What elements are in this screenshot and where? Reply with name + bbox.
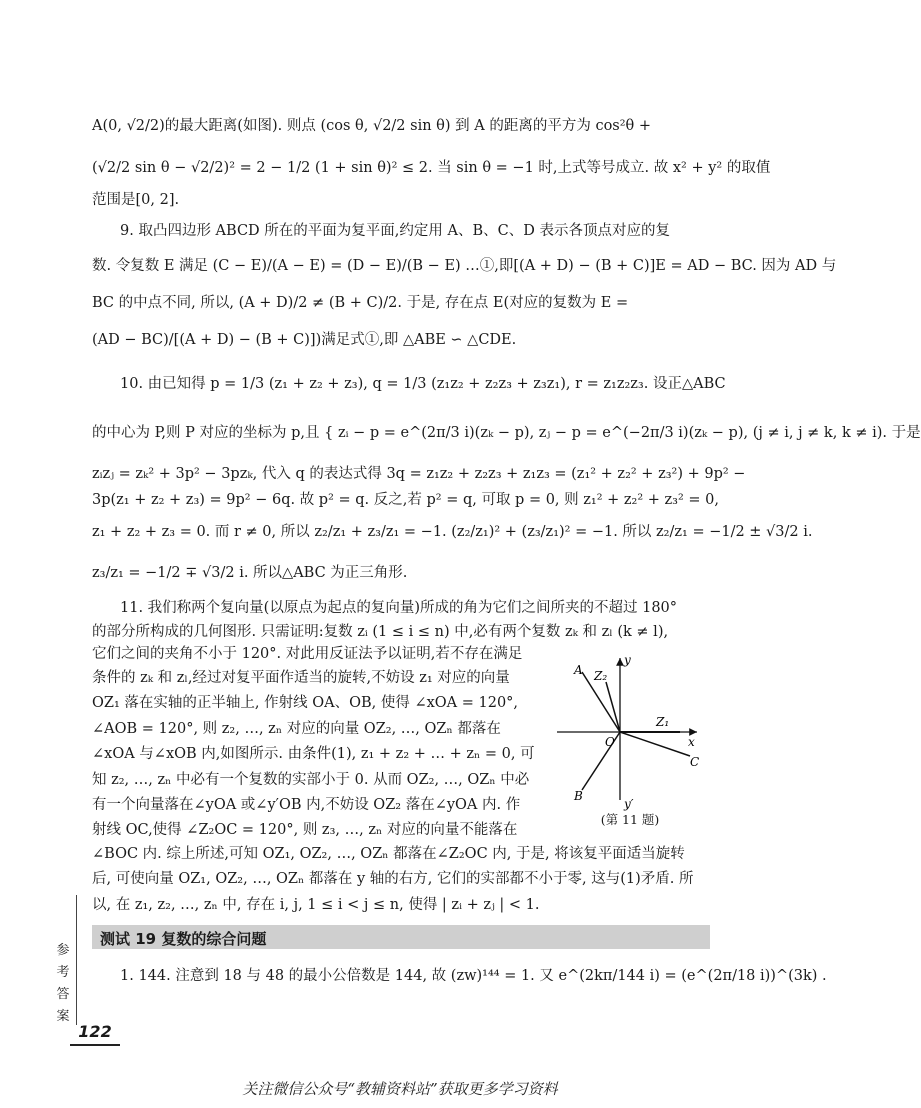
page-number: 122 [70,1020,120,1046]
text-line: 以, 在 z₁, z₂, …, zₙ 中, 存在 i, j, 1 ≤ i < j ≤ n, 使得 | zᵢ + zⱼ | < 1. [92,897,540,913]
text-line: 的中心为 P,则 P 对应的坐标为 p,且 { zᵢ − p = e^(2π/3 i)(zₖ − p), zⱼ − p = e^(−2π/3 i)(zₖ − p), (j ≠ i, j ≠ k, k ≠ i). 于是 [92,425,921,441]
text-line: OZ₁ 落在实轴的正半轴上, 作射线 OA、OB, 使得 ∠xOA = 120°, [92,695,519,711]
label-o: O [605,735,615,749]
section-title: 测试 19 复数的综合问题 [100,930,267,948]
section-header [92,925,710,949]
text-line: 范围是[0, 2]. [92,192,180,208]
text-line: 3p(z₁ + z₂ + z₃) = 9p² − 6q. 故 p² = q. 反之,若 p² = q, 可取 p = 0, 则 z₁² + z₂² + z₃² = 0, [92,492,719,508]
vector-oz2 [606,682,620,732]
label-y: y [624,653,631,667]
text-line: 后, 可使向量 OZ₁, OZ₂, …, OZₙ 都落在 y 轴的右方, 它们的实部都不小于零, 这与(1)矛盾. 所 [92,871,694,887]
text-line: 它们之间的夹角不小于 120°. 对此用反证法予以证明,若不存在满足 [92,646,523,662]
problem-9-line: 9. 取凸四边形 ABCD 所在的平面为复平面,约定用 A、B、C、D 表示各顶点对应的复 [120,223,670,239]
text-line: (AD − BC)/[(A + D) − (B + C)])满足式①,即 △ABE ∽ △CDE. [92,332,517,348]
text-line: 知 z₂, …, zₙ 中必有一个复数的实部小于 0. 从而 OZ₂, …, OZₙ 中必 [92,772,530,788]
text-line: A(0, √2/2)的最大距离(如图). 则点 (cos θ, √2/2 sin θ) 到 A 的距离的平方为 cos²θ + [92,118,652,134]
label-a: A [574,663,583,677]
sidebar-label: 参考答案 [56,943,70,1024]
text-line: ∠AOB = 120°, 则 z₂, …, zₙ 对应的向量 OZ₂, …, OZₙ 都落在 [92,721,501,737]
problem-10-line: 10. 由已知得 p = 1/3 (z₁ + z₂ + z₃), q = 1/3 (z₁z₂ + z₂z₃ + z₃z₁), r = z₁z₂z₃. 设正△ABC [120,376,726,392]
label-z1: Z₁ [656,715,670,729]
text-line: (√2/2 sin θ − √2/2)² = 2 − 1/2 (1 + sin θ)² ≤ 2. 当 sin θ = −1 时,上式等号成立. 故 x² + y² 的取值 [92,160,771,176]
text-line: 有一个向量落在∠yOA 或∠y′OB 内,不妨设 OZ₂ 落在∠yOA 内. 作 [92,797,521,813]
text-line: 射线 OC,使得 ∠Z₂OC = 120°, 则 z₃, …, zₙ 对应的向量不能落在 [92,822,518,838]
text-line: 数. 令复数 E 满足 (C − E)/(A − E) = (D − E)/(B − E) …①,即[(A + D) − (B + C)]E = AD − BC. 因为 AD 与 [92,258,837,274]
text-line: z₃/z₁ = −1/2 ∓ √3/2 i. 所以△ABC 为正三角形. [92,565,408,581]
text-line: BC 的中点不同, 所以, (A + D)/2 ≠ (B + C)/2. 于是, 存在点 E(对应的复数为 E = [92,295,629,311]
text-line: z₁ + z₂ + z₃ = 0. 而 r ≠ 0, 所以 z₂/z₁ + z₃/z₁ = −1. (z₂/z₁)² + (z₃/z₁)² = −1. 所以 z₂/z₁ = −1/2 ± √3/2 i. [92,524,813,540]
text-line: zᵢzⱼ = zₖ² + 3p² − 3pzₖ, 代入 q 的表达式得 3q = z₁z₂ + z₂z₃ + z₁z₃ = (z₁² + z₂² + z₃²) + 9p² − [92,466,746,482]
label-yprime: y′ [624,797,634,811]
label-b: B [574,789,583,803]
problem-11-line: 11. 我们称两个复向量(以原点为起点的复向量)所成的角为它们之间所夹的不超过 180° [120,600,678,616]
label-c: C [690,755,700,769]
label-x: x [688,735,695,749]
figure-caption: (第 11 题) [600,812,660,827]
text-line: ∠xOA 与∠xOB 内,如图所示. 由条件(1), z₁ + z₂ + … + zₙ = 0, 可 [92,746,535,762]
text-line: 1. 144. 注意到 18 与 48 的最小公倍数是 144, 故 (zw)¹⁴⁴ = 1. 又 e^(2kπ/144 i) = (e^(2π/18 i))^(3k) . [120,968,827,984]
text-line: 条件的 zₖ 和 zₗ,经过对复平面作适当的旋转,不妨设 z₁ 对应的向量 [92,670,510,686]
problem-11-figure [552,650,712,830]
footer-note: 关注微信公众号“教辅资料站”获取更多学习资料 [242,1080,558,1098]
text-line: ∠BOC 内. 综上所述,可知 OZ₁, OZ₂, …, OZₙ 都落在∠Z₂OC 内, 于是, 将该复平面适当旋转 [92,846,685,862]
label-z2: Z₂ [594,669,608,683]
margin-rule [76,895,77,1025]
text-line: 的部分所构成的几何图形. 只需证明:复数 zᵢ (1 ≤ i ≤ n) 中,必有两个复数 zₖ 和 zₗ (k ≠ l), [92,624,669,640]
ray-oc [620,732,690,756]
